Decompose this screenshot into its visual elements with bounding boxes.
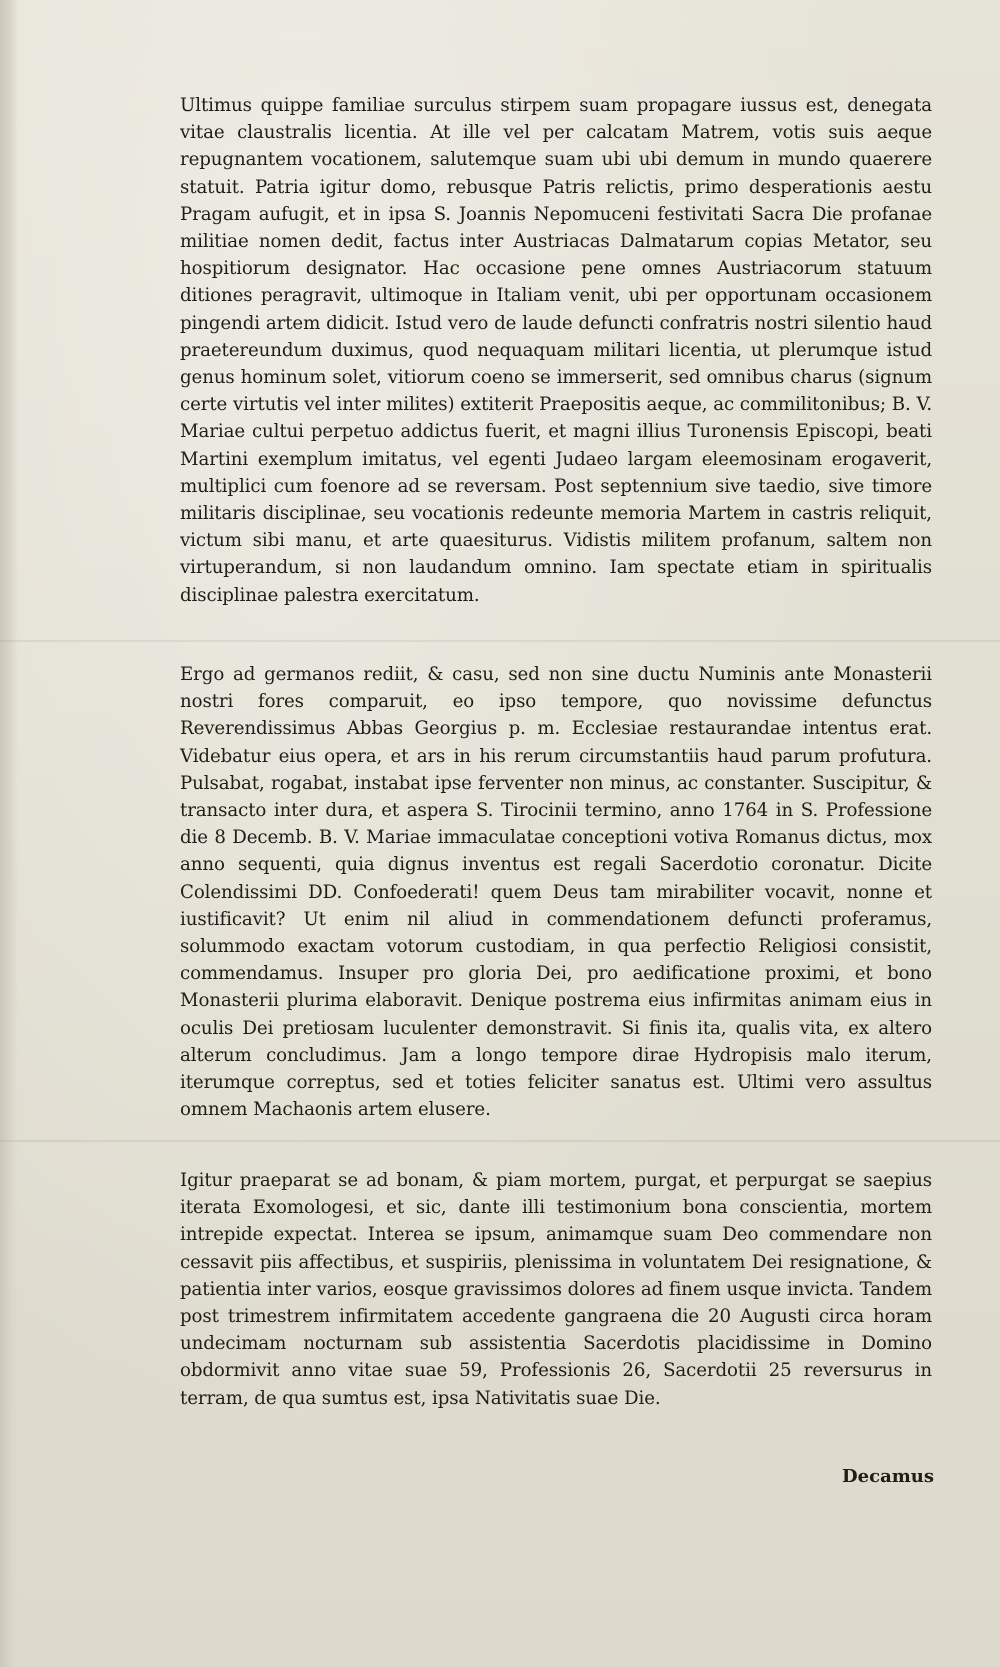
catchword: Decamus: [842, 1466, 934, 1487]
paragraph-1: Ultimus quippe familiae surculus stirpem suam propagare iussus est, denegata vitae claustralis licentia. At ille vel per calcatam Matrem, votis suis aeque repugnantem vocationem, salutemque suam ubi ubi demum in mundo quaerere statuit. Patria igitur domo, rebusque Patris relictis, primo desperationis aestu Pragam aufugit, et in ipsa S. Joannis Nepomuceni festivitati Sacra Die profanae militiae nomen dedit, factus inter Austriacas Dalmatarum copias Metator, seu hospitiorum designator. Hac occasione pene omnes Austriacorum statuum ditiones peragravit, ultimoque in Italiam venit, ubi per opportunam occasionem pingendi artem didicit. Istud vero de laude defuncti confratris nostri silentio haud praetereundum duximus, quod nequaquam militari licentia, ut plerumque istud genus hominum solet, vitiorum coeno se immerserit, sed omnibus charus (signum certe virtutis vel inter milites) extiterit Praepositis aeque, ac commilitonibus; B. V. Mariae cultui perpetuo addictus fuerit, et magni illius Turonensis Episcopi, beati Martini exemplum imitatus, vel egenti Judaeo largam eleemosinam erogaverit, multiplici cum foenore ad se reversam. Post septennium sive taedio, sive timore militaris disciplinae, seu vocationis redeunte memoria Martem in castris reliquit, victum sibi manu, et arte quaesiturus. Vidistis militem profanum, saltem non virtuperandum, si non laudandum omnino. Iam spectate etiam in spiritualis disciplinae palestra exercitatum.: [180, 95, 932, 606]
paper-crease: [0, 1140, 1000, 1142]
page-left-edge: [0, 0, 18, 1667]
paragraph-3: Igitur praeparat se ad bonam, & piam mortem, purgat, et perpurgat se saepius iterata Exomologesi, et sic, dante illi testimonium bona conscientia, mortem intrepide expectat. Interea se ipsum, animamque suam Deo commendare non cessavit piis affectibus, et suspiriis, plenissima in voluntatem Dei resignatione, & patientia inter varios, eosque gravissimos dolores ad finem usque invicta. Tandem post trimestrem infirmitatem accedente gangraena die 20 Augusti circa horam undecimam nocturnam sub assistentia Sacerdotis placidissime in Domino obdormivit anno vitae suae 59, Professionis 26, Sacerdotii 25 reversurus in terram, de qua sumtus est, ipsa Nativitatis suae Die.: [180, 1170, 932, 1409]
paper-crease: [0, 640, 1000, 642]
paragraph-2: Ergo ad germanos rediit, & casu, sed non sine ductu Numinis ante Monasterii nostri fores comparuit, eo ipso tempore, quo novissime defunctus Reverendissimus Abbas Georgius p. m. Ecclesiae restaurandae intentus erat. Videbatur eius opera, et ars in his rerum circumstantiis haud parum profutura. Pulsabat, rogabat, instabat ipse ferventer non minus, ac constanter. Suscipitur, & transacto inter dura, et aspera S. Tirocinii termino, anno 1764 in S. Professione die 8 Decemb. B. V. Mariae immaculatae conceptioni votiva Romanus dictus, mox anno sequenti, quia dignus inventus est regali Sacerdotio coronatur. Dicite Colendissimi DD. Confoederati! quem Deus tam mirabiliter vocavit, nonne et iustificavit? Ut enim nil aliud in commendationem defuncti proferamus, solummodo exactam votorum custodiam, in qua perfectio Religiosi consistit, commendamus. Insuper pro gloria Dei, pro aedificatione proximi, et bono Monasterii plurima elaboravit. Denique postrema eius infirmitas animam eius in oculis Dei pretiosam luculenter demonstravit. Si finis ita, qualis vita, ex altero alterum concludimus. Jam a longo tempore dirae Hydropisis malo iterum, iterumque correptus, sed et toties feliciter sanatus est. Ultimi vero assultus omnem Machaonis artem elusere.: [180, 664, 932, 1121]
